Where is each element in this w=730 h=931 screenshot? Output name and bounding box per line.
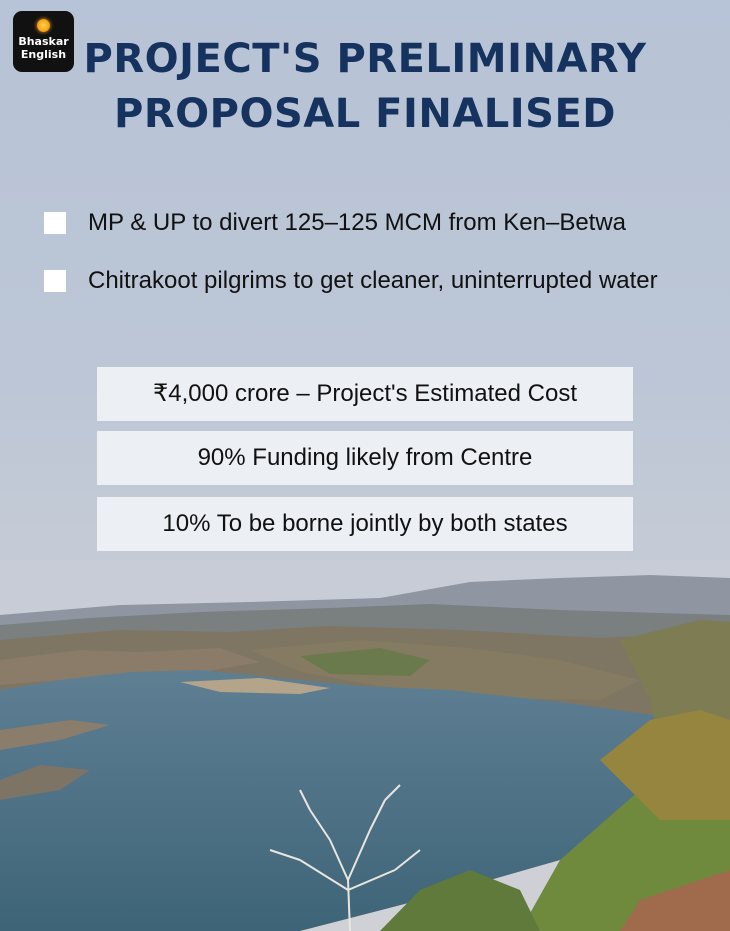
fact-centre-funding: 90% Funding likely from Centre [97, 431, 633, 485]
bullet-square-icon [44, 270, 66, 292]
sun-icon [37, 19, 50, 32]
fact-estimated-cost: ₹4,000 crore – Project's Estimated Cost [97, 367, 633, 421]
bullet-text: Chitrakoot pilgrims to get cleaner, uninterrupted water [88, 267, 658, 294]
headline-line1: PROJECT'S PRELIMINARY [83, 36, 647, 82]
bhaskar-english-logo [13, 11, 74, 72]
fact-state-share: 10% To be borne jointly by both states [97, 497, 633, 551]
headline-line2: PROPOSAL FINALISED [114, 91, 616, 137]
bullet-text: MP & UP to divert 125–125 MCM from Ken–Betwa [88, 209, 627, 236]
river-landscape-photo [0, 560, 730, 931]
logo-text-line1: Bhaskar [18, 35, 69, 48]
logo-text-line2: English [20, 48, 67, 61]
bullet-square-icon [44, 212, 66, 234]
